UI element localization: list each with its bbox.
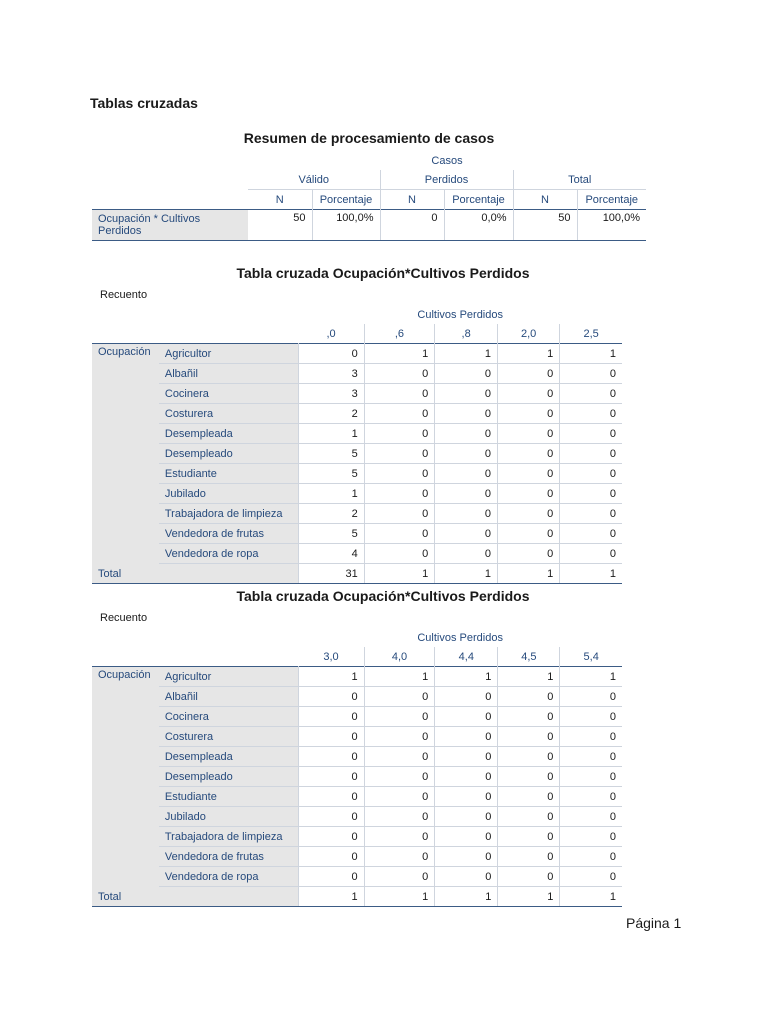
table-cell: 0	[560, 687, 622, 707]
row-label: Desempleado	[159, 444, 299, 464]
table-cell: 5	[298, 444, 364, 464]
summary-cell: 50	[513, 210, 577, 241]
casos-header: Casos	[431, 154, 463, 167]
table-cell: 0	[364, 787, 435, 807]
summary-cell: 50	[248, 210, 312, 241]
table-cell: 0	[498, 364, 560, 384]
table-cell: 0	[435, 767, 498, 787]
table-cell: 0	[560, 504, 622, 524]
total-cell: 1	[435, 887, 498, 907]
table-cell: 0	[498, 787, 560, 807]
row-label: Desempleada	[159, 424, 299, 444]
row-label: Jubilado	[159, 484, 299, 504]
total-cell: 1	[498, 887, 560, 907]
row-label: Albañil	[159, 687, 298, 707]
row-label: Agricultor	[159, 667, 298, 687]
table-cell: 0	[364, 524, 434, 544]
table-cell: 0	[435, 464, 498, 484]
table-cell: 0	[298, 687, 364, 707]
table-cell: 5	[298, 524, 364, 544]
table-cell: 0	[435, 444, 498, 464]
total-cell: 1	[560, 564, 622, 584]
crosstab1-table	[92, 305, 622, 584]
row-label: Vendedora de ropa	[159, 867, 298, 887]
table-cell: 0	[560, 707, 622, 727]
col-header: 4,5	[498, 647, 560, 667]
table-cell: 0	[435, 707, 498, 727]
table-cell: 0	[435, 504, 498, 524]
col-header: 2,0	[498, 324, 560, 344]
row-label: Costurera	[159, 404, 299, 424]
table-cell: 1	[435, 344, 498, 364]
row-label: Vendedora de frutas	[159, 524, 299, 544]
table-cell: 0	[298, 344, 364, 364]
summary-table	[92, 151, 646, 241]
crosstab1-title: Tabla cruzada Ocupación*Cultivos Perdidos	[236, 265, 530, 281]
col-header: 4,0	[364, 647, 435, 667]
table-cell: 0	[498, 464, 560, 484]
table-cell: 0	[364, 444, 434, 464]
table-cell: 0	[498, 504, 560, 524]
table-cell: 4	[298, 544, 364, 564]
row-label: Vendedora de ropa	[159, 544, 299, 564]
table-cell: 0	[560, 424, 622, 444]
row-label: Jubilado	[159, 807, 298, 827]
row-label: Vendedora de frutas	[159, 847, 298, 867]
table-cell: 0	[498, 727, 560, 747]
table-cell: 0	[364, 544, 434, 564]
table-cell: 3	[298, 364, 364, 384]
col-header: 5,4	[560, 647, 622, 667]
table-cell: 0	[435, 484, 498, 504]
table-cell: 0	[498, 707, 560, 727]
table-cell: 0	[435, 827, 498, 847]
row-label: Cocinera	[159, 707, 298, 727]
table-cell: 0	[560, 807, 622, 827]
table-cell: 0	[364, 404, 434, 424]
group-perdidos: Perdidos	[380, 170, 513, 190]
total-cell: 1	[560, 887, 622, 907]
table-cell: 0	[560, 524, 622, 544]
table-cell: 0	[364, 867, 435, 887]
subheader-n: N	[380, 190, 444, 210]
table-cell: 0	[560, 464, 622, 484]
subheader-n: N	[275, 193, 284, 206]
table-cell: 0	[498, 384, 560, 404]
row-label: Estudiante	[159, 464, 299, 484]
table-cell: 2	[298, 504, 364, 524]
table-cell: 0	[364, 484, 434, 504]
table-cell: 0	[298, 707, 364, 727]
subheader-porcentaje: Porcentaje	[312, 190, 380, 210]
row-label: Trabajadora de limpieza	[159, 827, 298, 847]
table-cell: 0	[435, 787, 498, 807]
row-label: Albañil	[159, 364, 299, 384]
page-heading: Tablas cruzadas	[90, 95, 198, 111]
table-cell: 1	[364, 344, 434, 364]
row-label: Desempleada	[159, 747, 298, 767]
table-cell: 0	[498, 424, 560, 444]
total-cell: 1	[364, 564, 434, 584]
table-cell: 0	[560, 544, 622, 564]
table-cell: 0	[364, 747, 435, 767]
table-cell: 5	[298, 464, 364, 484]
table-cell: 0	[364, 687, 435, 707]
row-group-label: Ocupación	[92, 667, 159, 887]
col-header: 3,0	[323, 650, 339, 663]
table-cell: 0	[498, 807, 560, 827]
summary-cell: 0,0%	[444, 210, 513, 241]
subheader-porcentaje: Porcentaje	[577, 190, 646, 210]
table-cell: 0	[435, 364, 498, 384]
col-group-header: Cultivos Perdidos	[417, 308, 503, 321]
crosstab2-title: Tabla cruzada Ocupación*Cultivos Perdidos	[236, 588, 530, 604]
table-cell: 0	[298, 747, 364, 767]
table-cell: 2	[298, 404, 364, 424]
table-cell: 0	[435, 867, 498, 887]
table-cell: 1	[435, 667, 498, 687]
table-cell: 0	[560, 867, 622, 887]
table-cell: 0	[498, 827, 560, 847]
summary-row-label: Ocupación * Cultivos Perdidos	[92, 210, 248, 241]
table-cell: 0	[435, 727, 498, 747]
col-header: 2,5	[560, 324, 622, 344]
crosstab2-recuento: Recuento	[100, 612, 148, 624]
table-cell: 0	[298, 847, 364, 867]
table-cell: 1	[560, 667, 622, 687]
col-header: ,8	[435, 324, 498, 344]
total-cell: 1	[298, 887, 364, 907]
row-label: Costurera	[159, 727, 298, 747]
page-number: Página 1	[626, 915, 682, 931]
table-cell: 0	[364, 707, 435, 727]
total-label: Total	[92, 564, 298, 584]
table-cell: 1	[498, 667, 560, 687]
col-header: ,6	[364, 324, 434, 344]
table-cell: 0	[560, 484, 622, 504]
table-cell: 0	[435, 847, 498, 867]
group-total: Total	[513, 170, 646, 190]
table-cell: 0	[298, 867, 364, 887]
table-cell: 0	[560, 727, 622, 747]
table-cell: 0	[560, 404, 622, 424]
row-label: Estudiante	[159, 787, 298, 807]
table-cell: 0	[435, 544, 498, 564]
table-cell: 0	[435, 424, 498, 444]
row-group-label: Ocupación	[92, 344, 159, 564]
table-cell: 0	[364, 807, 435, 827]
table-cell: 0	[364, 827, 435, 847]
total-cell: 1	[435, 564, 498, 584]
summary-cell: 100,0%	[312, 210, 380, 241]
table-cell: 0	[435, 404, 498, 424]
table-cell: 1	[498, 344, 560, 364]
table-cell: 0	[364, 424, 434, 444]
total-cell: 1	[498, 564, 560, 584]
table-cell: 1	[298, 484, 364, 504]
table-cell: 0	[560, 747, 622, 767]
table-cell: 0	[498, 544, 560, 564]
table-cell: 0	[435, 807, 498, 827]
table-cell: 1	[364, 667, 435, 687]
table-cell: 0	[560, 827, 622, 847]
row-label: Agricultor	[159, 344, 299, 364]
col-header: 4,4	[435, 647, 498, 667]
table-cell: 0	[560, 444, 622, 464]
table-cell: 1	[298, 667, 364, 687]
row-label: Trabajadora de limpieza	[159, 504, 299, 524]
row-label: Cocinera	[159, 384, 299, 404]
row-label: Desempleado	[159, 767, 298, 787]
table-cell: 0	[498, 867, 560, 887]
table-cell: 0	[298, 727, 364, 747]
table-cell: 0	[498, 484, 560, 504]
summary-title: Resumen de procesamiento de casos	[243, 130, 495, 146]
summary-cell: 100,0%	[577, 210, 646, 241]
subheader-porcentaje: Porcentaje	[444, 190, 513, 210]
table-cell: 0	[560, 787, 622, 807]
table-cell: 0	[364, 727, 435, 747]
table-cell: 0	[560, 364, 622, 384]
table-cell: 0	[364, 364, 434, 384]
table-cell: 0	[364, 384, 434, 404]
col-group-header: Cultivos Perdidos	[417, 631, 503, 644]
table-cell: 0	[364, 847, 435, 867]
table-cell: 0	[364, 464, 434, 484]
table-cell: 0	[560, 847, 622, 867]
table-cell: 0	[498, 524, 560, 544]
col-header: ,0	[326, 327, 336, 340]
table-cell: 0	[498, 747, 560, 767]
crosstab2-table	[92, 628, 622, 907]
table-cell: 0	[435, 687, 498, 707]
table-cell: 0	[364, 767, 435, 787]
table-cell: 0	[364, 504, 434, 524]
table-cell: 1	[560, 344, 622, 364]
table-cell: 0	[298, 827, 364, 847]
total-label: Total	[92, 887, 298, 907]
table-cell: 1	[298, 424, 364, 444]
table-cell: 0	[498, 847, 560, 867]
crosstab1-recuento: Recuento	[100, 289, 148, 301]
table-cell: 0	[298, 767, 364, 787]
table-cell: 0	[435, 747, 498, 767]
table-cell: 0	[298, 807, 364, 827]
table-cell: 0	[498, 767, 560, 787]
table-cell: 0	[435, 384, 498, 404]
table-cell: 0	[498, 444, 560, 464]
table-cell: 0	[498, 404, 560, 424]
table-cell: 0	[498, 687, 560, 707]
table-cell: 0	[560, 384, 622, 404]
group-valido: Válido	[248, 170, 380, 190]
table-cell: 0	[298, 787, 364, 807]
table-cell: 3	[298, 384, 364, 404]
table-cell: 0	[435, 524, 498, 544]
total-cell: 1	[364, 887, 435, 907]
subheader-n: N	[513, 190, 577, 210]
table-cell: 0	[560, 767, 622, 787]
total-cell: 31	[298, 564, 364, 584]
summary-cell: 0	[380, 210, 444, 241]
